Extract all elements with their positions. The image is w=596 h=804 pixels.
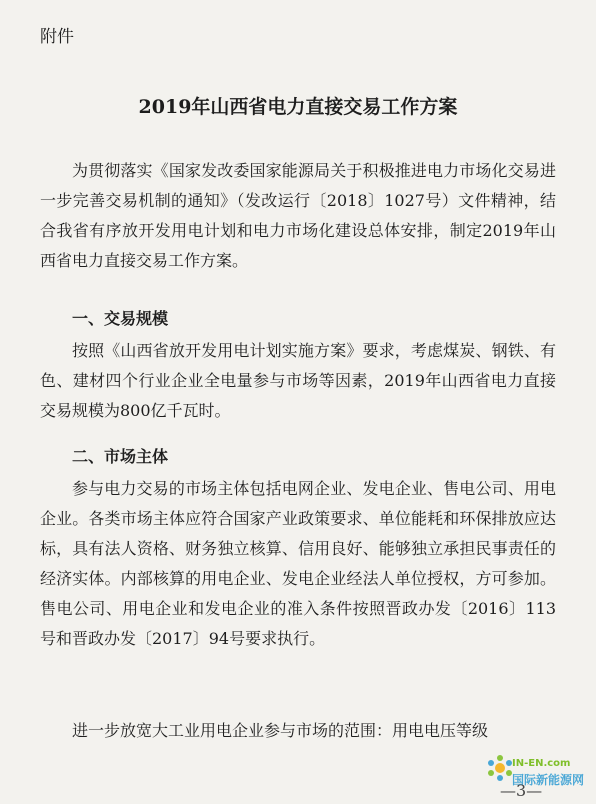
section-2-paragraph-2: 进一步放宽大工业用电企业参与市场的范围：用电电压等级 xyxy=(72,721,489,740)
watermark-text-en: IN-EN.com xyxy=(512,758,571,769)
document-title: 2019年山西省电力直接交易工作方案 xyxy=(138,96,458,118)
page-number: —3— xyxy=(500,781,543,800)
intro-paragraph: 为贯彻落实《国家发改委国家能源局关于积极推进电力市场化交易进一步完善交易机制的通知》（发改运行〔2018〕1027号）文件精神，结合我省有序放开发用电计划和电力市场化建设总体安排，制定2019年山西省电力直接交易工作方案。 xyxy=(40,161,556,270)
watermark-logo-icon xyxy=(486,754,514,782)
watermark-text-cn: 国际新能源网 xyxy=(512,773,585,787)
section-2-paragraph: 参与电力交易的市场主体包括电网企业、发电企业、售电公司、用电企业。各类市场主体应符合国家产业政策要求、单位能耗和环保排放应达标，具有法人资格、财务独立核算、信用良好、能够独立承担民事责任的经济实体。内部核算的用电企业、发电企业经法人单位授权，方可参加。售电公司、用电企业和发电企业的准入条件按照晋政办发〔2016〕113号和晋政办发〔2017〕94号要求执行。 xyxy=(40,479,556,648)
section-1-heading: 一、交易规模 xyxy=(72,309,169,328)
section-2-heading: 二、市场主体 xyxy=(72,447,169,466)
section-1-paragraph: 按照《山西省放开发用电计划实施方案》要求，考虑煤炭、钢铁、有色、建材四个行业企业全电量参与市场等因素，2019年山西省电力直接交易规模为800亿千瓦时。 xyxy=(40,341,556,420)
attachment-label: 附件 xyxy=(40,27,74,47)
